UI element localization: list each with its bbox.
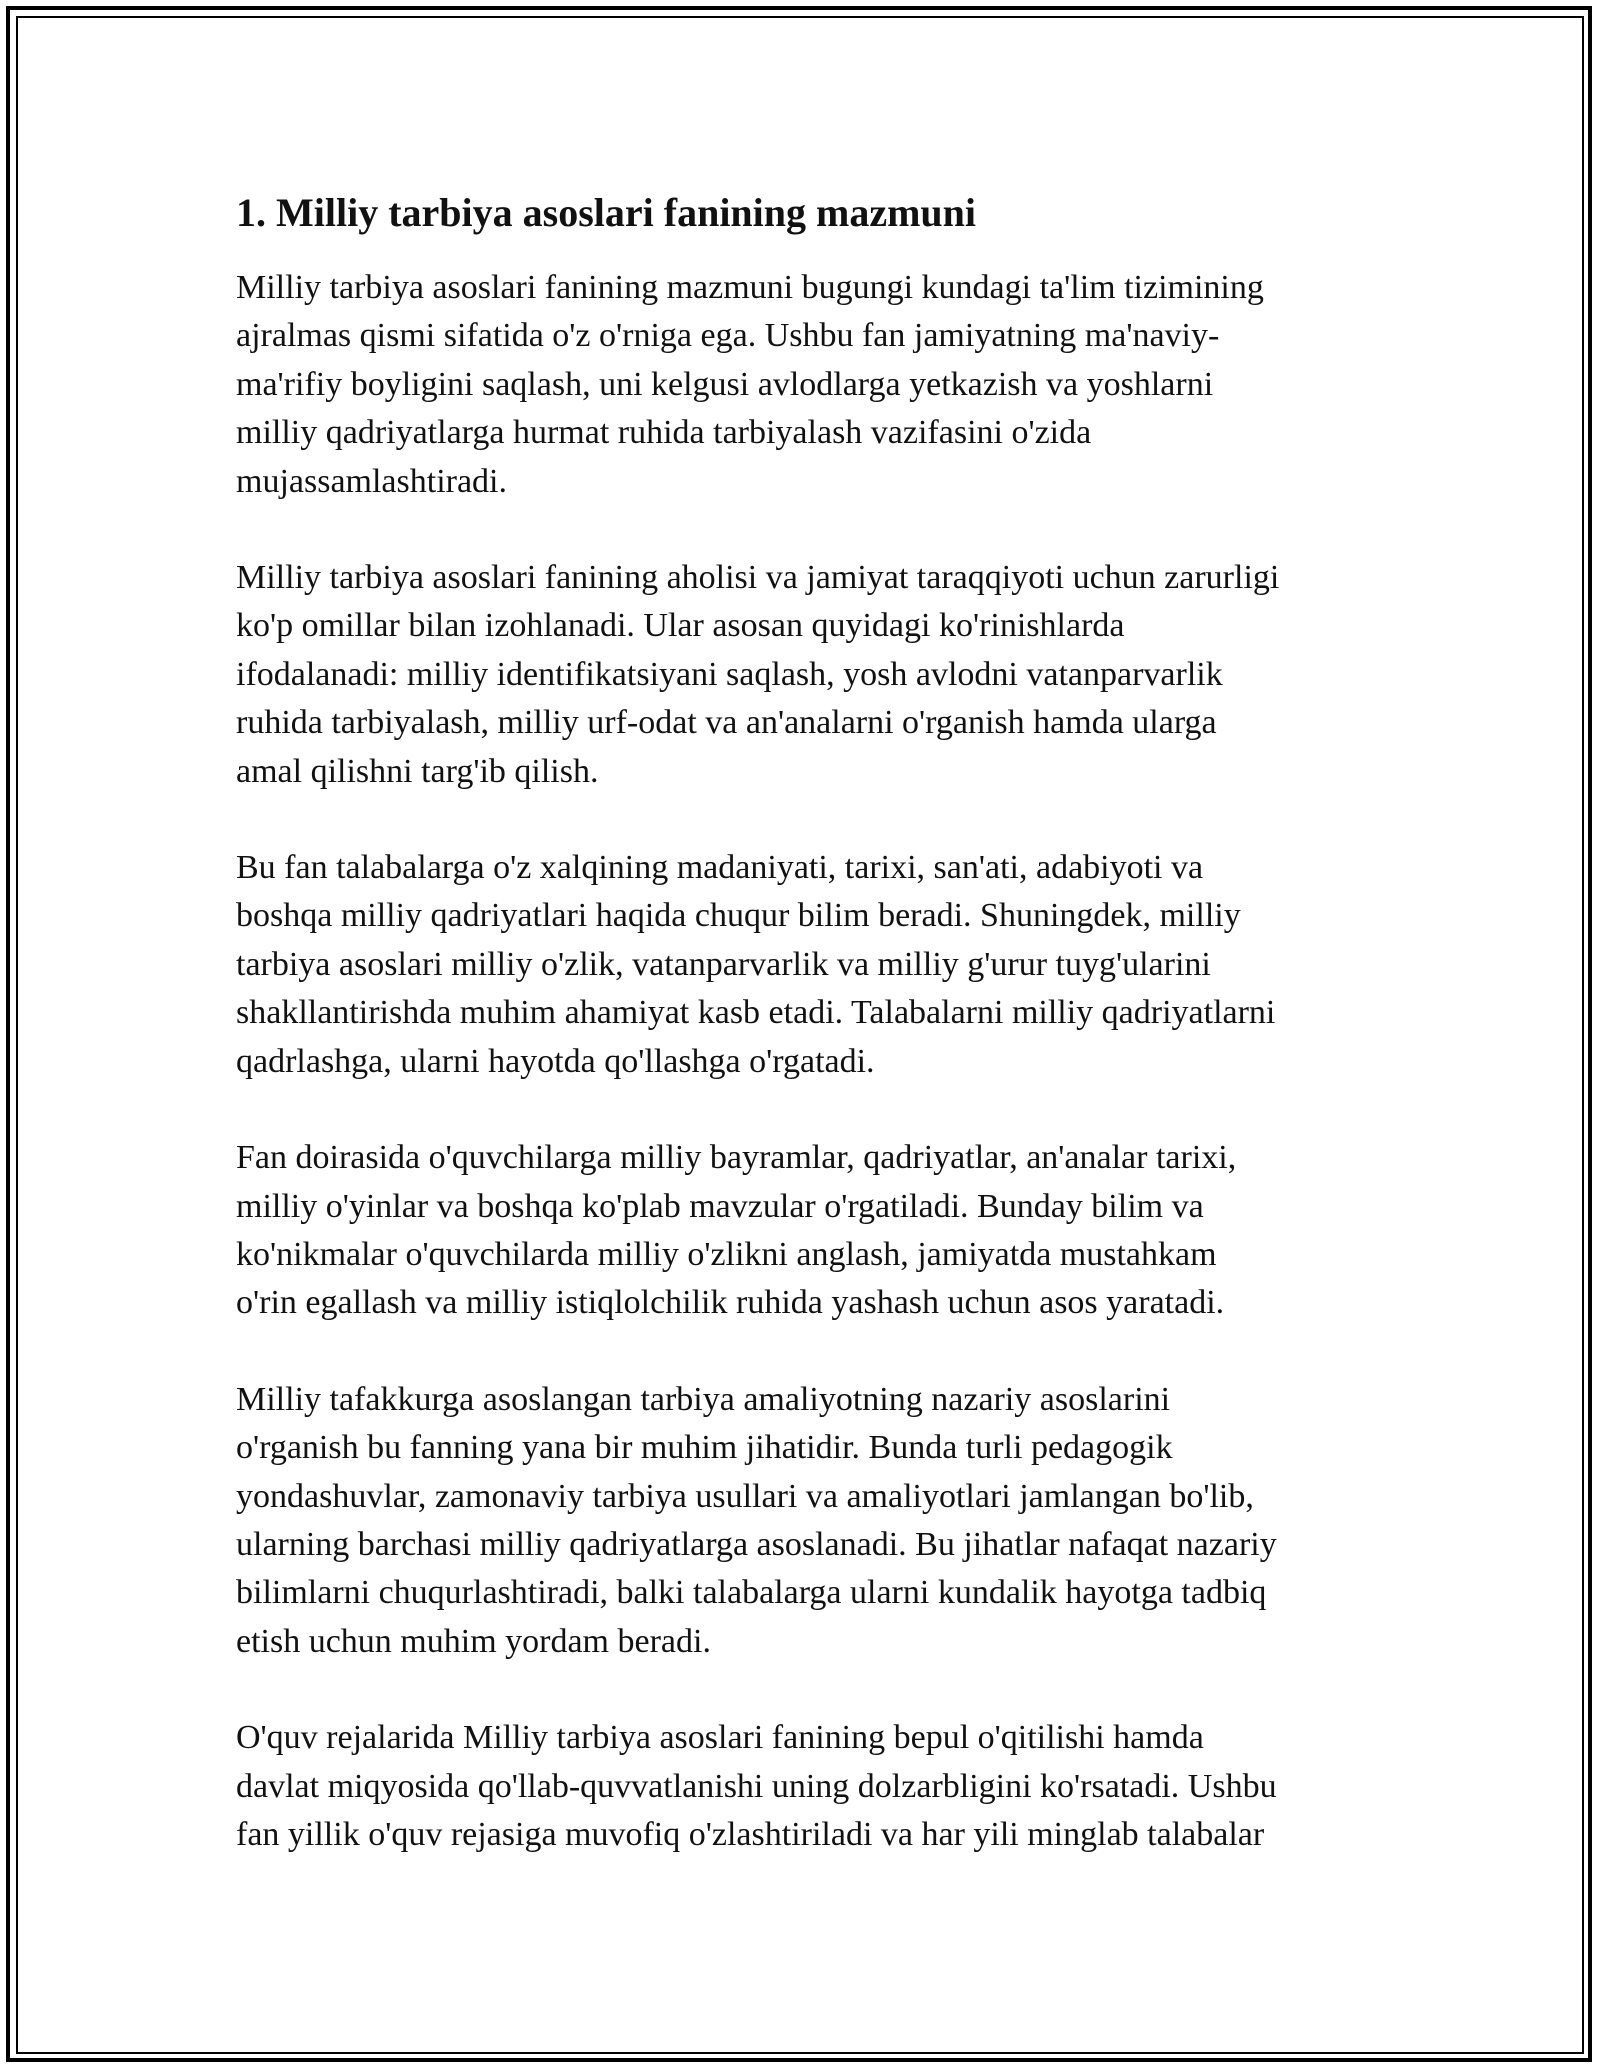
document-body [236,188,1376,1907]
paragraph-2: Milliy tarbiya asoslari fanining aholisi va jamiyat taraqqiyoti uchun zarurligi ko'p omillar bilan izohlanadi. Ular asosan quyidagi ko'rinishlarda ifodalanadi: milliy identifikatsiyani saqlash, yosh avlodni vatanparvarlik ruhida tarbiyalash, milliy urf-odat va an'analarni o'rganish hamda ularga amal qilishni targ'ib qilish. [236,559,1280,790]
paragraph-1: Milliy tarbiya asoslari fanining mazmuni bugungi kundagi ta'lim tizimining ajralmas qismi sifatida o'z o'rniga ega. Ushbu fan jamiyatning ma'naviy- ma'rifiy boyligini saqlash, uni kelgusi avlodlarga yetkazish va yoshlarni milliy qadriyatlarga hurmat ruhida tarbiyalash vazifasini o'zida mujassamlashtiradi. [236,269,1264,500]
paragraph-4: Fan doirasida o'quvchilarga milliy bayramlar, qadriyatlar, an'analar tarixi, milliy o'yinlar va boshqa ko'plab mavzular o'rgatiladi. Bunday bilim va ko'nikmalar o'quvchilarda milliy o'zlikni anglash, jamiyatda mustahkam o'rin egallash va milliy istiqlolchilik ruhida yashash uchun asos yaratadi. [236,1139,1237,1322]
paragraph-6: O'quv rejalarida Milliy tarbiya asoslari fanining bepul o'qitilishi hamda davlat miqyosida qo'llab-quvvatlanishi uning dolzarbligini ko'rsatadi. Ushbu fan yillik o'quv rejasiga muvofiq o'zlashtiriladi va har yili minglab talabalar [236,1719,1277,1853]
paragraph-3: Bu fan talabalarga o'z xalqining madaniyati, tarixi, san'ati, adabiyoti va boshqa milliy qadriyatlari haqida chuqur bilim beradi. Shuningdek, milliy tarbiya asoslari milliy o'zlik, vatanparvarlik va milliy g'urur tuyg'ularini shakllantirishda muhim ahamiyat kasb etadi. Talabalarni milliy qadriyatlarni qadrlashga, ularni hayotda qo'llashga o'rgatadi. [236,849,1276,1080]
paragraph-5: Milliy tafakkurga asoslangan tarbiya amaliyotning nazariy asoslarini o'rganish bu fanning yana bir muhim jihatidir. Bunda turli pedagogik yondashuvlar, zamonaviy tarbiya usullari va amaliyotlari jamlangan bo'lib, ularning barchasi milliy qadriyatlarga asoslanadi. Bu jihatlar nafaqat nazariy bilimlarni chuqurlashtiradi, balki talabalarga ularni kundalik hayotga tadbiq etish uchun muhim yordam beradi. [236,1380,1277,1660]
section-title: 1. Milliy tarbiya asoslari fanining mazmuni [236,190,977,235]
